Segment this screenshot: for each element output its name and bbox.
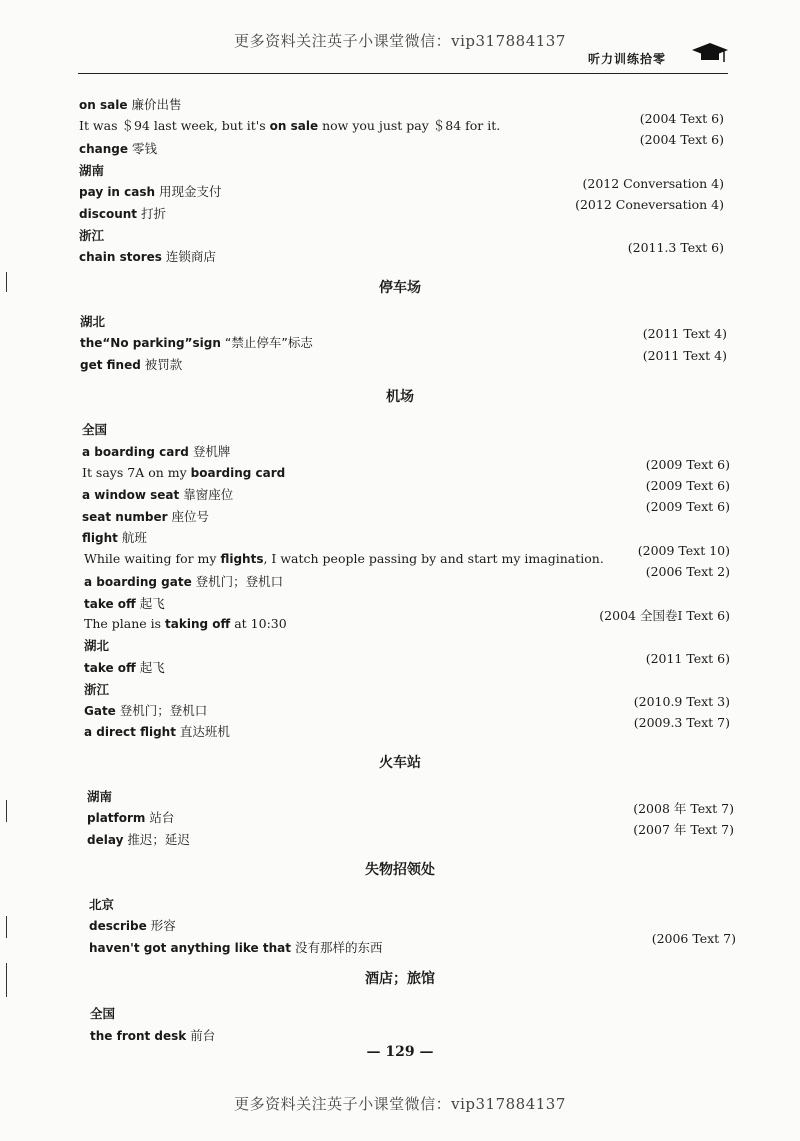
source-ref: (2012 Conversation 4) xyxy=(582,176,724,191)
region-label: 浙江 xyxy=(84,682,110,697)
example-bold: on sale xyxy=(269,119,319,133)
term: a boarding gate xyxy=(84,575,192,589)
term: chain stores xyxy=(79,250,162,264)
term: Gate xyxy=(84,704,116,718)
translation: 连锁商店 xyxy=(161,249,216,264)
translation: 起飞 xyxy=(135,596,165,611)
term: haven't got anything like that xyxy=(89,941,291,955)
section-heading-hotel: 酒店；旅馆 xyxy=(365,971,435,987)
term: the“No parking”sign xyxy=(80,336,221,350)
page-number: — 129 — xyxy=(366,1044,434,1060)
section-heading-lost: 失物招领处 xyxy=(365,862,435,878)
translation: 站台 xyxy=(145,810,175,825)
translation: 零钱 xyxy=(128,141,158,156)
term: delay xyxy=(87,833,124,847)
entry-window xyxy=(82,487,233,503)
example-takeoff xyxy=(84,616,287,632)
term: flight xyxy=(82,531,118,545)
section-heading-airport: 机场 xyxy=(386,389,414,405)
entry-describe xyxy=(89,918,176,934)
translation: 被罚款 xyxy=(140,357,183,372)
entry-paycash xyxy=(79,184,222,200)
translation: 靠窗座位 xyxy=(179,487,234,502)
example-bold: boarding card xyxy=(190,466,286,480)
translation: 推迟；延迟 xyxy=(123,832,190,847)
source-ref: (2009 Text 6) xyxy=(645,478,730,493)
entry-discount xyxy=(79,206,166,222)
region-label: 湖南 xyxy=(79,163,105,178)
term: the front desk xyxy=(90,1029,187,1043)
translation: 登机牌 xyxy=(188,444,231,459)
term: discount xyxy=(79,207,138,221)
source-ref: (2004 全国卷Ⅰ Text 6) xyxy=(599,608,730,623)
entry-gate2 xyxy=(84,703,207,719)
source-ref: (2009 Text 6) xyxy=(645,457,730,472)
entry-noparking xyxy=(80,335,313,351)
region-label: 浙江 xyxy=(79,228,105,243)
source-ref: (2007 年 Text 7) xyxy=(633,822,734,837)
example-text: It was ＄94 last week, but it's xyxy=(79,118,270,133)
term: a direct flight xyxy=(84,725,176,739)
entry-flight xyxy=(82,530,147,546)
source-ref: (2011.3 Text 6) xyxy=(627,240,724,255)
entry-platform xyxy=(87,810,174,826)
term: get fined xyxy=(80,358,141,372)
term: a boarding card xyxy=(82,445,189,459)
scan-mark xyxy=(6,916,7,938)
entry-boarding xyxy=(82,444,230,460)
translation: 登机门；登机口 xyxy=(115,703,208,718)
region-label: 北京 xyxy=(89,897,115,912)
example-bold: flights xyxy=(220,552,264,566)
translation: 廉价出售 xyxy=(127,97,182,112)
section-heading-parking: 停车场 xyxy=(379,280,421,296)
example-onsale xyxy=(79,118,500,134)
example-text: The plane is xyxy=(84,616,166,631)
example-text: While waiting for my xyxy=(84,551,221,566)
translation: 座位号 xyxy=(167,509,210,524)
translation: 用现金支付 xyxy=(155,184,222,199)
example-text: , I watch people passing by and start my imagination. xyxy=(263,551,604,566)
term: take off xyxy=(84,661,136,675)
entry-delay xyxy=(87,832,190,848)
entry-onsale xyxy=(79,97,181,113)
translation: “禁止停车”标志 xyxy=(220,335,313,350)
source-ref: (2004 Text 6) xyxy=(639,132,724,147)
example-flight xyxy=(84,551,604,567)
source-ref: (2011 Text 4) xyxy=(642,326,727,341)
term: pay in cash xyxy=(79,185,156,199)
translation: 形容 xyxy=(146,918,176,933)
region-label: 全国 xyxy=(90,1006,116,1021)
entry-takeoff2 xyxy=(84,660,165,676)
source-ref: (2009 Text 6) xyxy=(645,499,730,514)
term: change xyxy=(79,142,129,156)
source-ref: (2004 Text 6) xyxy=(639,111,724,126)
translation: 没有那样的东西 xyxy=(290,940,383,955)
region-label: 湖南 xyxy=(87,789,113,804)
source-ref: (2010.9 Text 3) xyxy=(633,694,730,709)
source-ref: (2009 Text 10) xyxy=(637,543,730,558)
region-label: 湖北 xyxy=(84,638,110,653)
entry-fined xyxy=(80,357,182,373)
translation: 航班 xyxy=(117,530,147,545)
translation: 直达班机 xyxy=(175,724,230,739)
entry-gate xyxy=(84,574,283,590)
example-text: It says 7A on my xyxy=(82,465,191,480)
term: platform xyxy=(87,811,146,825)
entry-chain xyxy=(79,249,216,265)
watermark-bottom: 更多资料关注英子小课堂微信：vip317884137 xyxy=(234,1095,566,1113)
example-boarding xyxy=(82,465,285,481)
entry-takeoff xyxy=(84,596,165,612)
term: describe xyxy=(89,919,147,933)
entry-seatnum xyxy=(82,509,209,525)
watermark-top: 更多资料关注英子小课堂微信：vip317884137 xyxy=(234,32,566,50)
term: seat number xyxy=(82,510,168,524)
graduation-cap-icon xyxy=(690,40,730,66)
source-ref: (2011 Text 4) xyxy=(642,348,727,363)
source-ref: (2012 Coneversation 4) xyxy=(575,197,724,212)
translation: 起飞 xyxy=(135,660,165,675)
entry-change xyxy=(79,141,157,157)
term: a window seat xyxy=(82,488,180,502)
section-heading-train: 火车站 xyxy=(379,755,421,771)
translation: 登机门；登机口 xyxy=(191,574,284,589)
example-text: now you just pay ＄84 for it. xyxy=(318,118,501,133)
page-number-value: 129 xyxy=(385,1044,415,1060)
scan-mark xyxy=(6,800,7,822)
source-ref: (2009.3 Text 7) xyxy=(633,715,730,730)
source-ref: (2008 年 Text 7) xyxy=(633,801,734,816)
entry-direct xyxy=(84,724,230,740)
source-ref: (2011 Text 6) xyxy=(645,651,730,666)
translation: 打折 xyxy=(137,206,167,221)
header-rule xyxy=(78,73,728,74)
header-tag: 听力训练拾零 xyxy=(588,52,667,66)
term: on sale xyxy=(79,98,128,112)
entry-frontdesk xyxy=(90,1028,215,1044)
term: take off xyxy=(84,597,136,611)
source-ref: (2006 Text 7) xyxy=(651,931,736,946)
translation: 前台 xyxy=(186,1028,216,1043)
source-ref: (2006 Text 2) xyxy=(645,564,730,579)
example-text: at 10:30 xyxy=(230,616,287,631)
region-label: 全国 xyxy=(82,422,108,437)
example-bold: taking off xyxy=(165,617,231,631)
entry-haventgot xyxy=(89,940,382,956)
region-label: 湖北 xyxy=(80,314,106,329)
